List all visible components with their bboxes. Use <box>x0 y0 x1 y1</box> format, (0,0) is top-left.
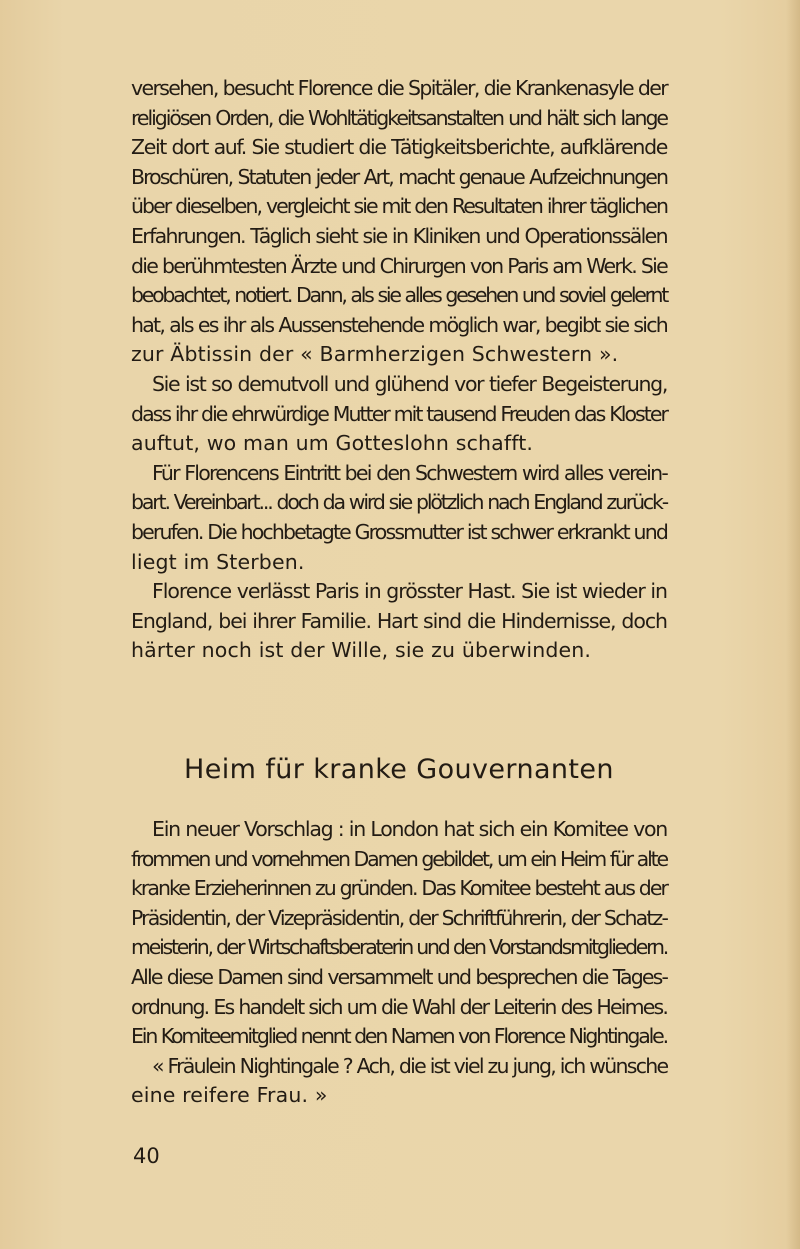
body-text-top <box>131 74 667 666</box>
text-line: versehen, besucht Florence die Spitäler, die Krankenasyle der <box>131 76 667 100</box>
text-line: frommen und vornehmen Damen gebildet, um ein Heim für alte <box>131 846 667 871</box>
page-edge-shadow <box>786 0 800 1249</box>
text-line: beobachtet, notiert. Dann, als sie alles gesehen und soviel gelernt <box>131 283 667 308</box>
body-text-bottom <box>131 815 667 1111</box>
text-line: eine reifere Frau. » <box>131 1083 328 1108</box>
text-line: berufen. Die hochbetagte Grossmutter ist schwer erkrankt und <box>131 519 667 544</box>
text-line: zur Äbtissin der « Barmherzigen Schwestern ». <box>131 342 619 367</box>
text-line: die berühmtesten Ärzte und Chirurgen von Paris am Werk. Sie <box>131 253 667 278</box>
section-heading: Heim für kranke Gouvernanten <box>184 754 614 785</box>
text-line: härter noch ist der Wille, sie zu überwinden. <box>131 638 592 663</box>
text-line: Ein Komiteemitglied nennt den Namen von Florence Nightingale. <box>131 1024 667 1049</box>
text-line: liegt im Sterben. <box>131 549 305 574</box>
text-line: Alle diese Damen sind versammelt und besprechen die Tages- <box>131 964 667 989</box>
text-line: Florence verlässt Paris in grösster Hast. Sie ist wieder in <box>152 579 667 604</box>
text-line: bart. Vereinbart... doch da wird sie plötzlich nach England zurück- <box>131 490 667 515</box>
text-line: Sie ist so demutvoll und glühend vor tiefer Begeisterung, <box>152 371 667 396</box>
text-line: religiösen Orden, die Wohltätigkeitsanstalten und hält sich lange <box>131 105 667 130</box>
text-line: ordnung. Es handelt sich um die Wahl der Leiterin des Heimes. <box>131 994 667 1019</box>
text-line: Präsidentin, der Vizepräsidentin, der Schriftführerin, der Schatz- <box>131 905 667 930</box>
text-line: Für Florencens Eintritt bei den Schwestern wird alles verein- <box>152 460 667 485</box>
text-line: « Fräulein Nightingale ? Ach, die ist viel zu jung, ich wünsche <box>152 1053 668 1078</box>
text-line: Broschüren, Statuten jeder Art, macht genaue Aufzeichnungen <box>131 164 667 189</box>
text-line: Ein neuer Vorschlag : in London hat sich ein Komitee von <box>152 817 667 841</box>
text-line: England, bei ihrer Familie. Hart sind die Hindernisse, doch <box>131 608 667 633</box>
text-line: über dieselben, vergleicht sie mit den Resultaten ihrer täglichen <box>131 194 667 219</box>
text-line: hat, als es ihr als Aussenstehende möglich war, begibt sie sich <box>131 312 667 337</box>
text-line: Erfahrungen. Täglich sieht sie in Kliniken und Operationssälen <box>131 223 667 248</box>
text-line: kranke Erzieherinnen zu gründen. Das Komitee besteht aus der <box>131 876 667 901</box>
text-line: meisterin, der Wirtschaftsberaterin und den Vorstandsmitgliedern. <box>131 935 667 960</box>
text-line: auftut, wo man um Gotteslohn schafft. <box>131 431 534 456</box>
text-line: dass ihr die ehrwürdige Mutter mit tausend Freuden das Kloster <box>131 401 667 426</box>
page-number: 40 <box>133 1144 160 1168</box>
text-line: Zeit dort auf. Sie studiert die Tätigkeitsberichte, aufklärende <box>131 135 667 160</box>
